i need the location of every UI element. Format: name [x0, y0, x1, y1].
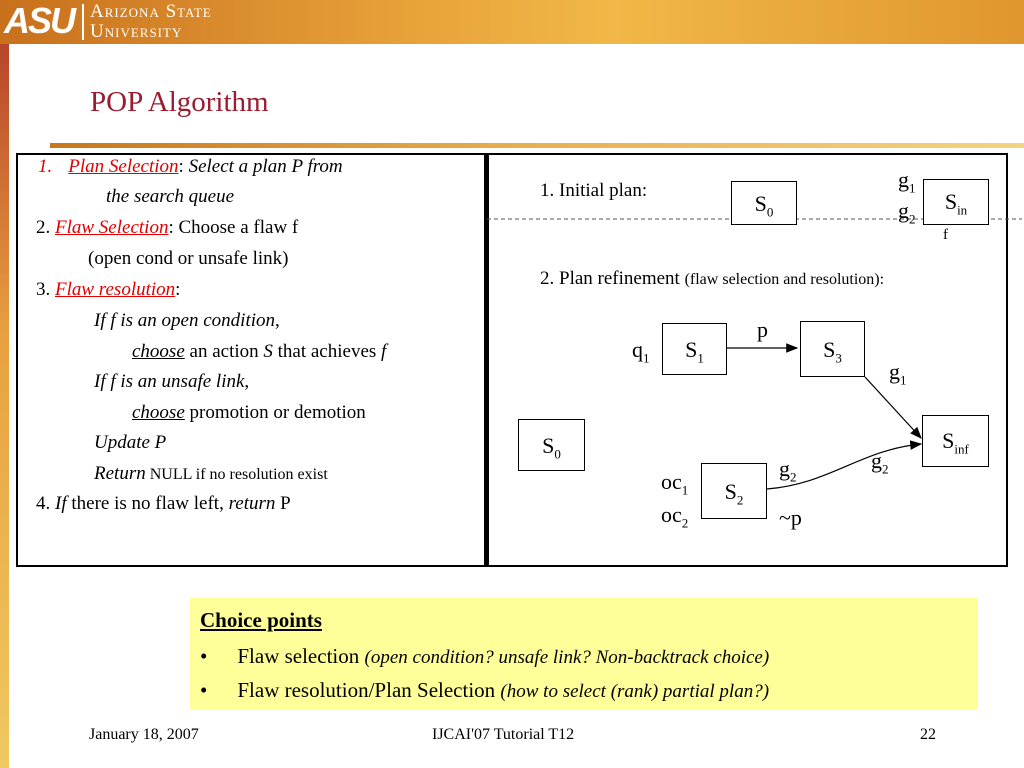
update-p: Update P — [94, 432, 167, 453]
footer-event: IJCAI'07 Tutorial T12 — [432, 726, 575, 743]
step-2-continued: (open cond or unsafe link) — [88, 248, 289, 269]
label-g1: $g_1$ — [889, 359, 907, 388]
label-g2-s2: $g_2$ — [779, 456, 797, 485]
choice-item-1: • Flaw selection (open condition? unsafe link? Non-backtrack choice) — [200, 644, 770, 668]
asu-logo: ASU — [4, 0, 75, 41]
slide-title: POP Algorithm — [90, 86, 269, 118]
init-sinf-wrap: f — [943, 227, 948, 243]
label-not-p: ~p — [779, 505, 802, 530]
init-s0-node: $S_0$ — [731, 181, 797, 225]
footer-page-number: 22 — [920, 726, 936, 743]
label-oc1: $oc_1$ — [661, 469, 689, 498]
footer-date: January 18, 2007 — [89, 726, 199, 743]
choose-action-line: choose an action S that achieves f — [132, 341, 387, 362]
choice-item-2: • Flaw resolution/Plan Selection (how to select (rank) partial plan?) — [200, 678, 770, 702]
return-null: Return NULL if no resolution exist — [94, 463, 328, 484]
step-4: 4. If there is no flaw left, return P — [36, 493, 291, 514]
step-2: 2. Flaw Selection: Choose a flaw f — [36, 217, 299, 238]
init-g1: $g_1$ — [898, 167, 916, 196]
flaw-selection-keyword: Flaw Selection — [55, 217, 169, 238]
label-p: p — [757, 317, 768, 342]
bullet-2: • — [200, 678, 208, 702]
label-oc2: $oc_2$ — [661, 502, 689, 531]
s0-node: $S_0$ — [518, 419, 585, 471]
plan-refinement-label: 2. Plan refinement (flaw selection and resolution): — [540, 268, 885, 289]
flaw-resolution-keyword: Flaw resolution — [55, 279, 176, 300]
if-unsafe-link: If f is an unsafe link, — [94, 371, 250, 392]
sinf-node: $S_{inf}$ — [922, 415, 989, 467]
label-g2-sinf: $g_2$ — [871, 448, 889, 477]
s2-node: $S_2$ — [701, 463, 767, 519]
step-1: 1. Plan Selection: Select a plan P from — [38, 156, 343, 177]
s1-node: $S_1$ — [662, 323, 727, 375]
step-1-number: 1. — [38, 156, 53, 177]
university-line-2: University — [90, 21, 183, 42]
choose-promotion-line: choose promotion or demotion — [132, 402, 366, 423]
university-line-1: Arizona State — [90, 1, 212, 22]
label-q1: $q_1$ — [632, 337, 650, 366]
bullet-1: • — [200, 644, 208, 668]
step-3: 3. Flaw resolution: — [36, 279, 181, 300]
plan-selection-keyword: Plan Selection — [68, 156, 179, 177]
if-open-condition: If f is an open condition, — [94, 310, 280, 331]
s3-node: $S_3$ — [800, 321, 865, 377]
init-sinf-node: $S_{in}$ — [923, 179, 989, 225]
initial-plan-label: 1. Initial plan: — [540, 180, 648, 201]
step-1-continued: the search queue — [106, 186, 235, 207]
choice-points-heading: Choice points — [200, 608, 322, 632]
init-g2: $g_2$ — [898, 198, 916, 227]
